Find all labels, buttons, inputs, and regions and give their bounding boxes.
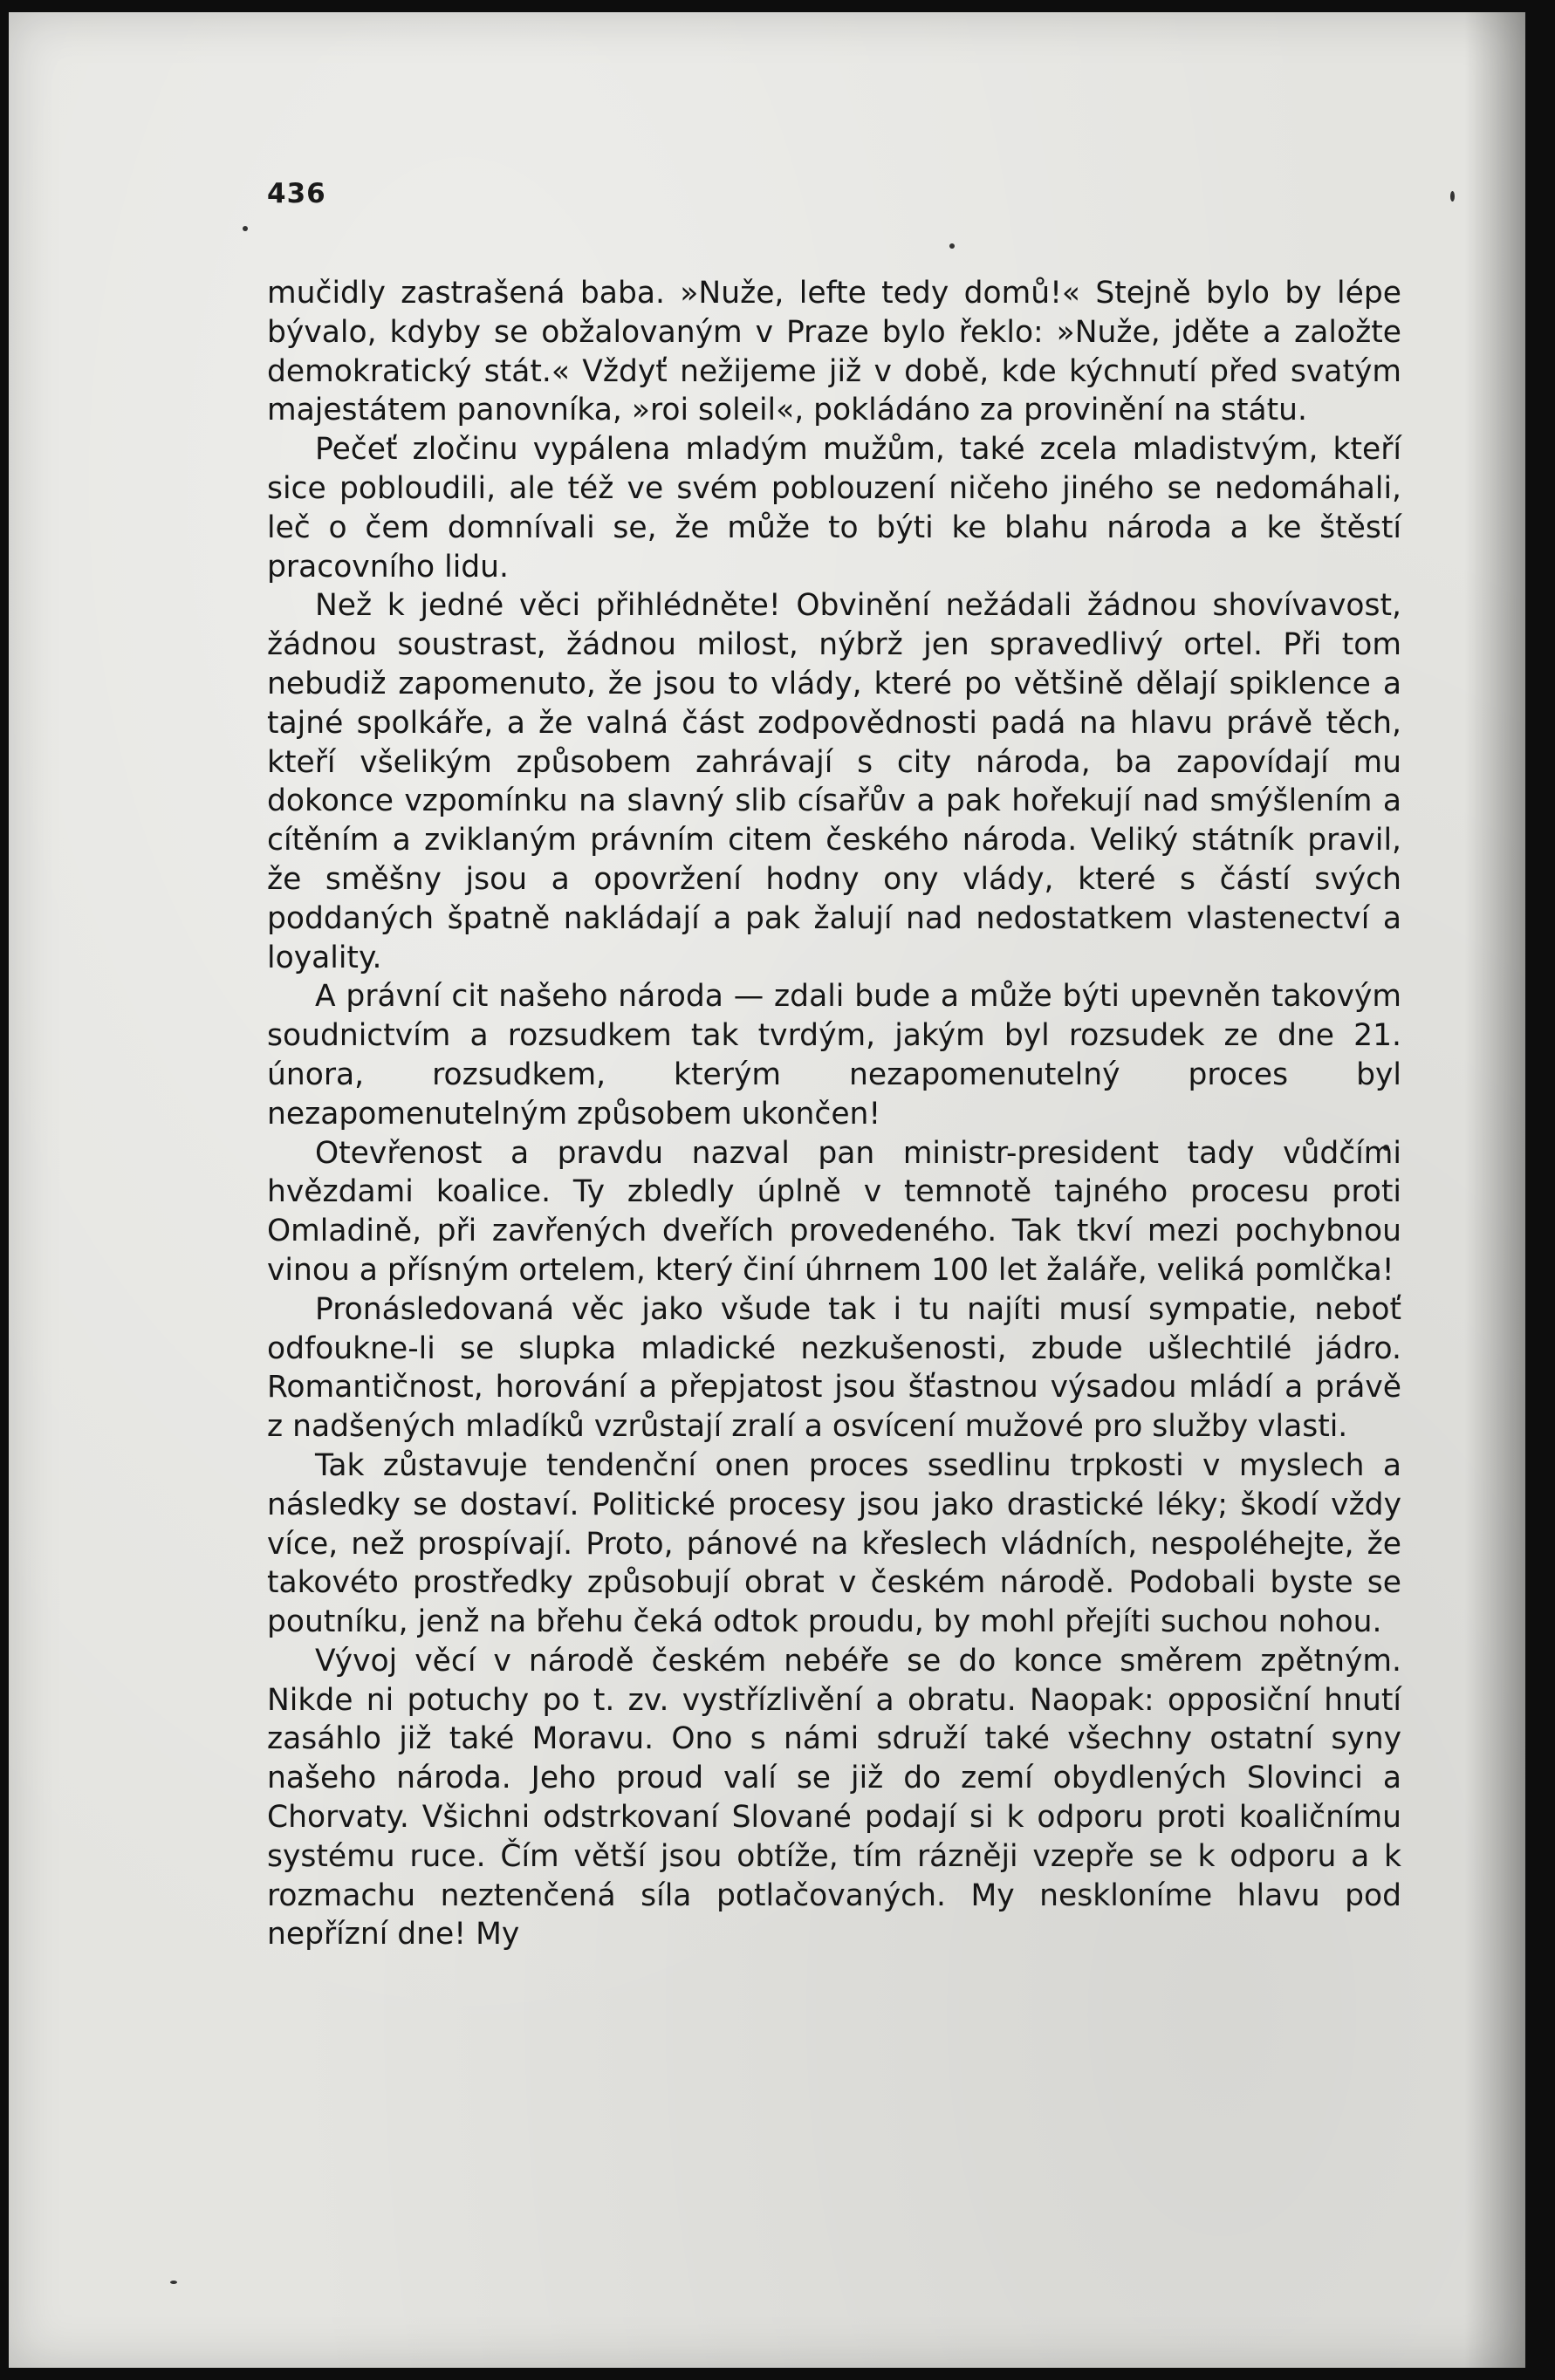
page-number: 436 (267, 178, 326, 209)
scan-speck (1450, 191, 1455, 202)
scan-speck (949, 243, 955, 249)
paragraph: Vývoj věcí v národě českém nebéře se do konce směrem zpětným. Nikde ni potuchy po t. zv. vystřízlivění a obratu. Naopak: opposiční hnutí zasáhlo již také Moravu. Ono s námi sdruží také všechny ostatní syny našeho národa. Jeho proud valí se již do zemí obydlených Slovinci a Chorvaty. Všichni odstrkovaní Slované podají si k odporu proti koaličnímu systému ruce. Čím větší jsou obtíže, tím rázněji vzepře se k odporu a k rozmachu neztenčená síla potlačovaných. My neskloníme hlavu pod nepřízní dne! My (267, 1643, 1401, 1953)
body-text (267, 274, 1401, 1954)
paragraph: A právní cit našeho národa — zdali bude a může býti upevněn takovým soudnictvím a rozsudkem tak tvrdým, jakým byl rozsudek ze dne 21. února, rozsudkem, kterým nezapomenutelný proces byl nezapomenutelným způsobem ukončen! (267, 979, 1401, 1132)
paragraph: Pečeť zločinu vypálena mladým mužům, také zcela mladistvým, kteří sice pobloudili, ale též ve svém poblouzení ničeho jiného se nedomáhali, leč o čem domnívali se, že může to býti ke blahu národa a ke štěstí pracovního lidu. (267, 432, 1401, 585)
scanned-page (9, 12, 1525, 2368)
paragraph: Otevřenost a pravdu nazval pan ministr-president tady vůdčími hvězdami koalice. Ty zbledly úplně v temnotě tajného procesu proti Omladině, při zavřených dveřích provedeného. Tak tkví mezi pochybnou vinou a přísným ortelem, který činí úhrnem 100 let žaláře, veliká pomlčka! (267, 1135, 1401, 1288)
scan-speck (243, 226, 248, 231)
paragraph: Pronásledovaná věc jako všude tak i tu najíti musí sympatie, neboť odfoukne-li se slupka mladické nezkušenosti, zbude ušlechtilé jádro. Romantičnost, horování a přepjatost jsou šťastnou výsadou mládí a právě z nadšených mladíků vzrůstají zralí a osvícení mužové pro služby vlasti. (267, 1291, 1401, 1445)
paragraph: Tak zůstavuje tendenční onen proces ssedlinu trpkosti v myslech a následky se dostaví. Politické procesy jsou jako drastické léky; škodí vždy více, než prospívají. Proto, pánové na křeslech vládních, nespoléhejte, že takovéto prostředky způsobují obrat v českém národě. Podobali byste se poutníku, jenž na břehu čeká odtok proudu, by mohl přejíti suchou nohou. (267, 1447, 1401, 1640)
paragraph: mučidly zastrašená baba. »Nuže, lefte tedy domů!« Stejně bylo by lépe bývalo, kdyby se obžalovaným v Praze bylo řeklo: »Nuže, jděte a založte demokratický stát.« Vždyť nežijeme již v době, kde kýchnutí před svatým majestátem panovníka, »roi soleil«, pokládáno za provinění na státu. (267, 276, 1401, 428)
page-edge-shadow (1464, 12, 1525, 2368)
paragraph: Než k jedné věci přihlédněte! Obvinění nežádali žádnou shovívavost, žádnou soustrast, žádnou milost, nýbrž jen spravedlivý ortel. Při tom nebudiž zapomenuto, že jsou to vlády, které po většině dělají spiklence a tajné spolkáře, a že valná část zodpovědnosti padá na hlavu právě těch, kteří všelikým způsobem zahrávají s city národa, ba zapovídají mu dokonce vzpomínku na slavný slib císařův a pak hořekují nad smýšlením a cítěním a zviklaným právním citem českého národa. Veliký státník pravil, že směšny jsou a opovržení hodny ony vlády, které s částí svých poddaných špatně nakládají a pak žalují nad nedostatkem vlastenectví a loyality. (267, 588, 1401, 975)
scan-speck (170, 2281, 177, 2284)
